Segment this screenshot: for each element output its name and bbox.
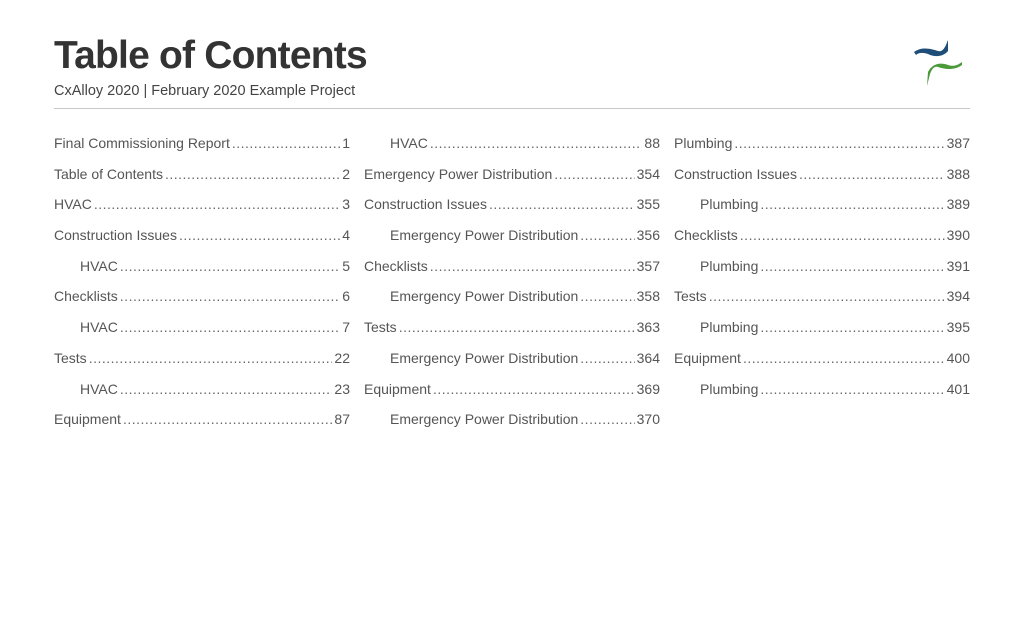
toc-column-2 (364, 131, 660, 438)
toc-entry-page-number: 390 (946, 227, 970, 244)
toc-entry[interactable] (54, 377, 350, 408)
toc-entry-label: Plumbing (700, 257, 759, 274)
dot-leader (179, 223, 340, 248)
toc-entry-label: Plumbing (700, 196, 759, 213)
dot-leader (120, 284, 340, 309)
toc-entry-label: Table of Contents (54, 165, 163, 182)
dot-leader (740, 223, 945, 248)
toc-entry[interactable] (364, 162, 660, 193)
dot-leader (554, 162, 634, 187)
toc-entry-page-number: 355 (636, 196, 660, 213)
dot-leader (799, 162, 945, 187)
toc-entry[interactable] (674, 192, 970, 223)
toc-entry[interactable] (364, 131, 660, 162)
dot-leader (165, 162, 340, 187)
toc-entry-label: Checklists (674, 227, 738, 244)
toc-entry-page-number: 23 (334, 380, 350, 397)
cxalloy-logo-icon (912, 36, 964, 90)
page-title: Table of Contents (54, 34, 367, 77)
toc-entry-label: Checklists (364, 257, 428, 274)
toc-entry-label: HVAC (80, 319, 118, 336)
dot-leader (89, 346, 333, 371)
toc-entry[interactable] (364, 223, 660, 254)
toc-entry[interactable] (674, 254, 970, 285)
dot-leader (734, 131, 944, 156)
dot-leader (123, 407, 332, 432)
dot-leader (232, 131, 340, 156)
toc-entry-label: Emergency Power Distribution (364, 165, 553, 182)
page-header (54, 30, 970, 109)
toc-entry[interactable] (364, 284, 660, 315)
toc-entry-label: Emergency Power Distribution (390, 411, 579, 428)
toc-entry-page-number: 364 (636, 349, 660, 366)
toc-entry-page-number: 88 (644, 135, 660, 151)
toc-entry[interactable] (54, 162, 350, 193)
toc-entry-label: Checklists (54, 288, 118, 305)
dot-leader (120, 315, 340, 340)
dot-leader (399, 315, 635, 340)
toc-entry-page-number: 87 (334, 411, 350, 428)
toc-entry-page-number: 401 (946, 380, 970, 397)
toc-entry-label: Emergency Power Distribution (390, 227, 579, 244)
toc-entry-page-number: 389 (946, 196, 970, 213)
toc-entry[interactable] (674, 223, 970, 254)
dot-leader (743, 346, 945, 371)
toc-entry-page-number: 369 (636, 380, 660, 397)
logo-green-stroke (927, 62, 962, 86)
toc-entry-page-number: 6 (342, 288, 350, 305)
toc-entry[interactable] (674, 131, 970, 162)
toc-entry-page-number: 358 (636, 288, 660, 305)
toc-entry-page-number: 22 (334, 349, 350, 366)
dot-leader (760, 192, 944, 217)
dot-leader (760, 377, 944, 402)
toc-entry-label: HVAC (54, 196, 92, 213)
toc-entry[interactable] (54, 315, 350, 346)
toc-entry-page-number: 357 (636, 257, 660, 274)
toc-entry[interactable] (364, 192, 660, 223)
toc-entry-page-number: 387 (946, 135, 970, 151)
toc-column-3 (674, 131, 970, 407)
toc-entry-label: Plumbing (700, 319, 759, 336)
toc-entry-label: Construction Issues (674, 165, 797, 182)
toc-entry-label: HVAC (80, 257, 118, 274)
toc-entry-page-number: 354 (636, 165, 660, 182)
toc-entry-page-number: 370 (636, 411, 660, 428)
toc-entry-page-number: 7 (342, 319, 350, 336)
toc-entry-page-number: 5 (342, 257, 350, 274)
toc-entry-page-number: 391 (946, 257, 970, 274)
toc-entry[interactable] (674, 377, 970, 408)
toc-entry-label: Emergency Power Distribution (390, 288, 579, 305)
toc-entry-label: Construction Issues (364, 196, 487, 213)
dot-leader (120, 254, 340, 279)
toc-entry-label: Plumbing (674, 135, 733, 151)
toc-entry[interactable] (54, 192, 350, 223)
toc-entry-label: Final Commissioning Report (54, 135, 230, 151)
toc-entry[interactable] (54, 407, 350, 438)
toc-entry-page-number: 356 (636, 227, 660, 244)
toc-entry-label: Tests (54, 349, 87, 366)
dot-leader (580, 284, 634, 309)
toc-entry-page-number: 363 (636, 319, 660, 336)
toc-entry[interactable] (54, 254, 350, 285)
dot-leader (580, 346, 634, 371)
toc-entry[interactable] (54, 346, 350, 377)
toc-entry[interactable] (674, 162, 970, 193)
dot-leader (580, 223, 634, 248)
dot-leader (580, 407, 634, 432)
toc-column-1 (54, 131, 350, 438)
dot-leader (709, 284, 945, 309)
toc-list (54, 131, 970, 451)
page-subtitle: CxAlloy 2020 | February 2020 Example Project (54, 83, 356, 99)
dot-leader (433, 377, 635, 402)
toc-entry-label: Construction Issues (54, 227, 177, 244)
toc-entry-page-number: 394 (946, 288, 970, 305)
logo-blue-stroke (914, 40, 948, 56)
toc-entry[interactable] (674, 315, 970, 346)
toc-entry[interactable] (54, 223, 350, 254)
dot-leader (760, 254, 944, 279)
toc-entry-label: Equipment (364, 380, 431, 397)
toc-entry-page-number: 388 (946, 165, 970, 182)
dot-leader (430, 131, 643, 156)
toc-entry[interactable] (674, 284, 970, 315)
toc-entry[interactable] (364, 254, 660, 285)
dot-leader (94, 192, 340, 217)
toc-entry[interactable] (674, 346, 970, 377)
toc-entry-label: Plumbing (700, 380, 759, 397)
toc-entry-page-number: 4 (342, 227, 350, 244)
toc-entry-label: Emergency Power Distribution (390, 349, 579, 366)
toc-entry-page-number: 3 (342, 196, 350, 213)
toc-entry-label: Equipment (54, 411, 121, 428)
toc-entry[interactable] (364, 346, 660, 377)
toc-entry-label: HVAC (80, 380, 118, 397)
toc-entry[interactable] (364, 407, 660, 438)
dot-leader (760, 315, 944, 340)
toc-entry[interactable] (364, 377, 660, 408)
toc-entry-page-number: 400 (946, 349, 970, 366)
toc-entry[interactable] (54, 131, 350, 162)
dot-leader (120, 377, 333, 402)
toc-entry[interactable] (54, 284, 350, 315)
dot-leader (489, 192, 635, 217)
toc-entry-page-number: 2 (342, 165, 350, 182)
toc-entry-page-number: 1 (342, 135, 350, 151)
toc-entry-label: Tests (364, 319, 397, 336)
toc-entry-label: Equipment (674, 349, 741, 366)
dot-leader (430, 254, 635, 279)
toc-entry-label: Tests (674, 288, 707, 305)
toc-entry-label: HVAC (390, 135, 428, 151)
toc-entry-page-number: 395 (946, 319, 970, 336)
toc-entry[interactable] (364, 315, 660, 346)
